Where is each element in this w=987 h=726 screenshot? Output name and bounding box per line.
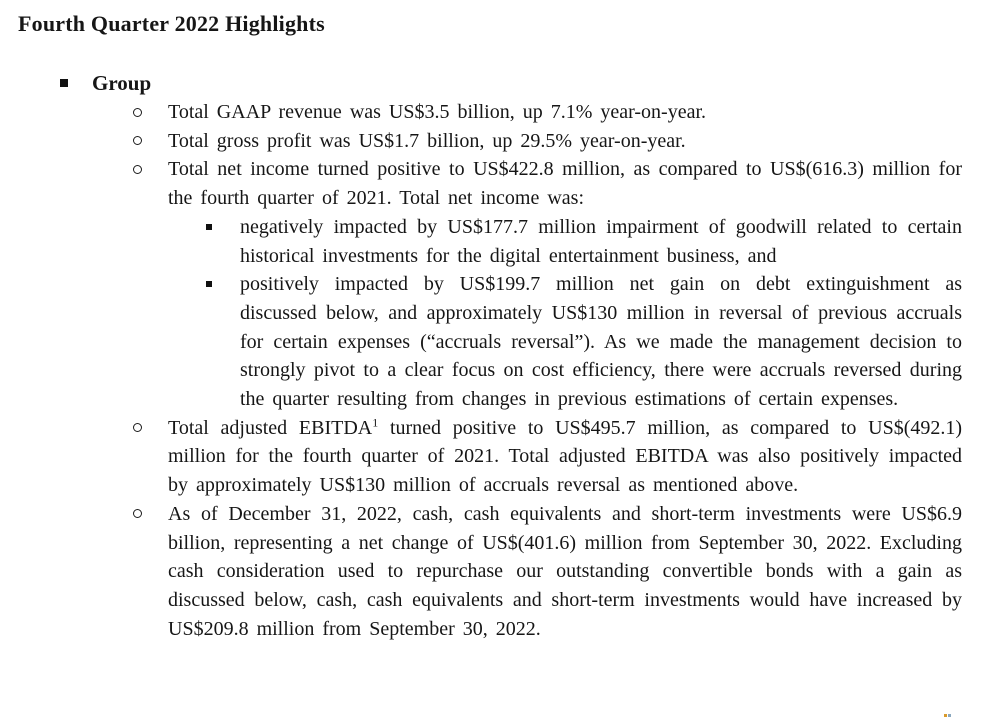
page-corner-artifact [944, 713, 952, 717]
circle-bullet-icon [131, 414, 168, 500]
list-item-text: positively impacted by US$199.7 million net gain on debt extinguishment as discussed below, and approximately US$130 million in reversal of previous accruals for certain expenses (“accruals reversal”). As we made the management decision to strongly pivot to a clear focus on cost efficiency, there were accruals reversed during the quarter resulting from changes in previous estimations of certain expenses. [240, 273, 962, 411]
square-bullet-icon [60, 68, 92, 98]
list-item-text: Total net income turned positive to US$422.8 million, as compared to US$(616.3) million for the fourth quarter of 2021. Total net income was: [168, 158, 962, 210]
artifact-pixel-blue [948, 714, 951, 717]
circle-bullet-icon [131, 98, 168, 127]
list-item-text: Total GAAP revenue was US$3.5 billion, up 7.1% year-on-year. [168, 101, 707, 123]
circle-bullet-icon [131, 127, 168, 156]
circle-bullet-icon [131, 155, 168, 212]
list-item-text: As of December 31, 2022, cash, cash equivalents and short-term investments were US$6.9 billion, representing a net change of US$(401.6) million from September 30, 2022. Excluding cash consideration used to repurchase our outstanding convertible bonds with a gain as discussed below, cash, cash equivalents and short-term investments would have increased by US$209.8 million from September 30, 2022. [168, 502, 962, 640]
list-item-net-income [131, 155, 962, 212]
square-bullet-icon [205, 213, 240, 270]
artifact-pixel-orange [944, 714, 947, 717]
list-item-debt-extinguishment [205, 270, 962, 414]
ebitda-text-before-footnote: Total adjusted EBITDA [168, 416, 373, 439]
group-heading [60, 68, 962, 98]
list-item-text [168, 414, 962, 500]
list-item-gross-profit [131, 127, 962, 156]
page-title: Fourth Quarter 2022 Highlights [18, 11, 325, 36]
list-item-text: Total gross profit was US$1.7 billion, up 29.5% year-on-year. [168, 129, 686, 152]
list-item-cash-position [131, 500, 962, 644]
list-item-text: negatively impacted by US$177.7 million impairment of goodwill related to certain historical investments for the digital entertainment business, and [240, 215, 962, 267]
list-item-goodwill-impairment [205, 213, 962, 270]
list-item-gaap-revenue [131, 98, 962, 127]
footnote-reference-1: 1 [372, 415, 379, 430]
group-heading-label: Group [92, 71, 152, 95]
ebitda-text-after-footnote: turned positive to US$495.7 million, as compared to US$(492.1) million for the fourth quarter of 2021. Total adjusted EBITDA was also positively impacted by approximately US$130 million of accruals reversal as mentioned above. [168, 416, 963, 497]
list-item-adjusted-ebitda [131, 414, 962, 500]
circle-bullet-icon [131, 500, 168, 644]
square-bullet-icon [205, 270, 240, 414]
